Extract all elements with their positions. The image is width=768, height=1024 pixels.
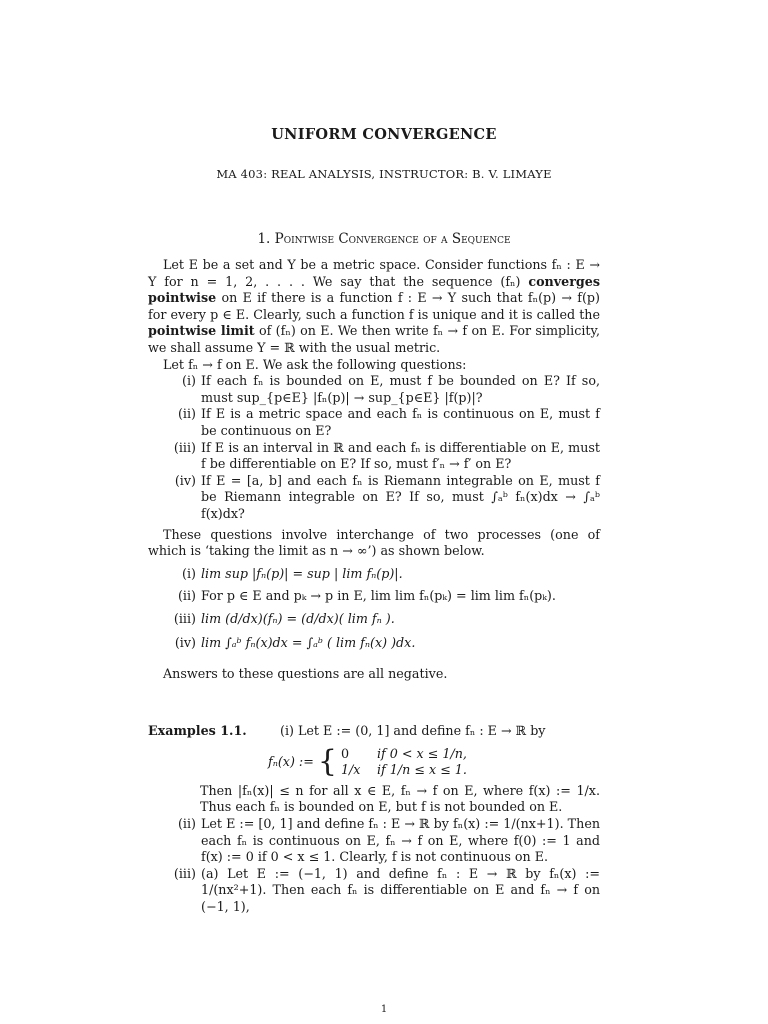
intro-block <box>148 257 600 683</box>
intro-text-a: Let E be a set and Y be a metric space. Consider functions fₙ : E → Y for n = 1, 2, . . . . We say that the sequence (fₙ) <box>148 257 600 289</box>
interchange-item <box>148 588 600 605</box>
case-value: 1/x <box>340 762 361 778</box>
example-number: (ii) <box>177 815 196 831</box>
question-number: (ii) <box>177 406 196 422</box>
case-value: 0 <box>340 745 350 761</box>
document-title: UNIFORM CONVERGENCE <box>271 126 497 143</box>
question-text: If each fₙ is bounded on E, must f be bounded on E? If so, must sup_{p∈E} |fₙ(p)| → sup_{p∈E} |f(p)|? <box>201 373 600 405</box>
example-1-continuation: Then |fₙ(x)| ≤ n for all x ∈ E, fₙ → f on E, where f(x) := 1/x. Thus each fₙ is bounded on E, but f is not bounded on E. <box>200 782 600 815</box>
page-number: 1 <box>380 1004 388 1015</box>
intro-text-b: on E if there is a function f : E → Y such that fₙ(p) → f(p) for every p ∈ E. Clearly, such a function f is unique and it is called the <box>148 290 600 322</box>
piecewise-case <box>341 762 467 779</box>
interchange-list <box>148 566 600 652</box>
question-number: (i) <box>182 373 196 389</box>
term-converges-pointwise: converges pointwise <box>148 273 600 306</box>
term-pointwise-limit: pointwise limit <box>148 323 255 339</box>
question-item <box>148 406 600 439</box>
piecewise-case <box>341 746 467 763</box>
question-text: If E is a metric space and each fₙ is continuous on E, must f be continuous on E? <box>201 406 600 438</box>
question-text: If E = [a, b] and each fₙ is Riemann integrable on E, must f be Riemann integrable on E? If so, must ∫ₐᵇ fₙ(x)dx → ∫ₐᵇ f(x)dx? <box>201 472 600 521</box>
question-text: If E is an interval in ℝ and each fₙ is differentiable on E, must f be differentiable on E? If so, must f′ₙ → f′ on E? <box>201 439 600 472</box>
interchange-number: (iv) <box>174 635 196 651</box>
interchange-paragraph: These questions involve interchange of two processes (one of which is ‘taking the limit as n → ∞’) as shown below. <box>148 526 600 559</box>
interchange-number: (iii) <box>173 610 196 626</box>
interchange-formula: lim (d/dx)(fₙ) = (d/dx)( lim fₙ ). <box>201 610 395 626</box>
examples-heading: Examples 1.1. <box>148 723 247 738</box>
left-brace: { <box>317 744 337 780</box>
piecewise-definition <box>268 746 600 779</box>
interchange-formula: lim sup |fₙ(p)| = sup | lim fₙ(p)|. <box>201 565 403 581</box>
document-subtitle: MA 403: REAL ANALYSIS, INSTRUCTOR: B. V. LIMAYE <box>216 167 552 181</box>
examples-heading-line <box>148 723 600 740</box>
example-1-lead: (i) Let E := (0, 1] and define fₙ : E → ℝ by <box>280 723 546 738</box>
example-number: (iii) <box>173 865 196 881</box>
example-item <box>148 816 600 866</box>
answers-paragraph: Answers to these questions are all negative. <box>163 666 448 682</box>
question-item <box>148 473 600 523</box>
interchange-number: (i) <box>182 565 196 581</box>
section-heading: 1. Pointwise Convergence of a Sequence <box>257 231 511 247</box>
intro-text-c: of (fₙ) on E. We then write fₙ → f on E. For simplicity, we shall assume Y = ℝ with the usual metric. <box>148 323 601 355</box>
piecewise-cases <box>341 746 467 779</box>
question-list <box>148 373 600 522</box>
example-3a-text: (a) Let E := (−1, 1) and define fₙ : E → ℝ by fₙ(x) := 1/(nx²+1). Then each fₙ is differentiable on E and fₙ → f on (−1, 1), <box>201 865 600 914</box>
question-number: (iii) <box>173 439 196 455</box>
example-2-text: Let E := [0, 1] and define fₙ : E → ℝ by fₙ(x) := 1/(nx+1). Then each fₙ is continuous on E, fₙ → f on E, where f(0) := 1 and f(x) := 0 if 0 < x ≤ 1. Clearly, f is not continuous on E. <box>201 815 600 865</box>
question-number: (iv) <box>174 472 196 488</box>
case-condition: if 0 < x ≤ 1/n, <box>376 745 467 761</box>
interchange-item <box>148 566 600 583</box>
example-item <box>148 866 600 916</box>
question-item <box>148 440 600 473</box>
interchange-item <box>148 611 600 628</box>
examples-block <box>148 723 600 916</box>
question-lead: Let fₙ → f on E. We ask the following questions: <box>163 356 467 372</box>
question-item <box>148 373 600 406</box>
interchange-formula: For p ∈ E and pₖ → p in E, lim lim fₙ(pₖ) = lim lim fₙ(pₖ). <box>201 588 556 604</box>
intro-paragraph <box>148 257 600 357</box>
piecewise-lhs: fₙ(x) := <box>268 753 314 769</box>
interchange-formula: lim ∫ₐᵇ fₙ(x)dx = ∫ₐᵇ ( lim fₙ(x) )dx. <box>201 635 416 651</box>
interchange-item <box>148 635 600 652</box>
interchange-number: (ii) <box>177 588 196 604</box>
case-condition: if 1/n ≤ x ≤ 1. <box>376 762 467 778</box>
